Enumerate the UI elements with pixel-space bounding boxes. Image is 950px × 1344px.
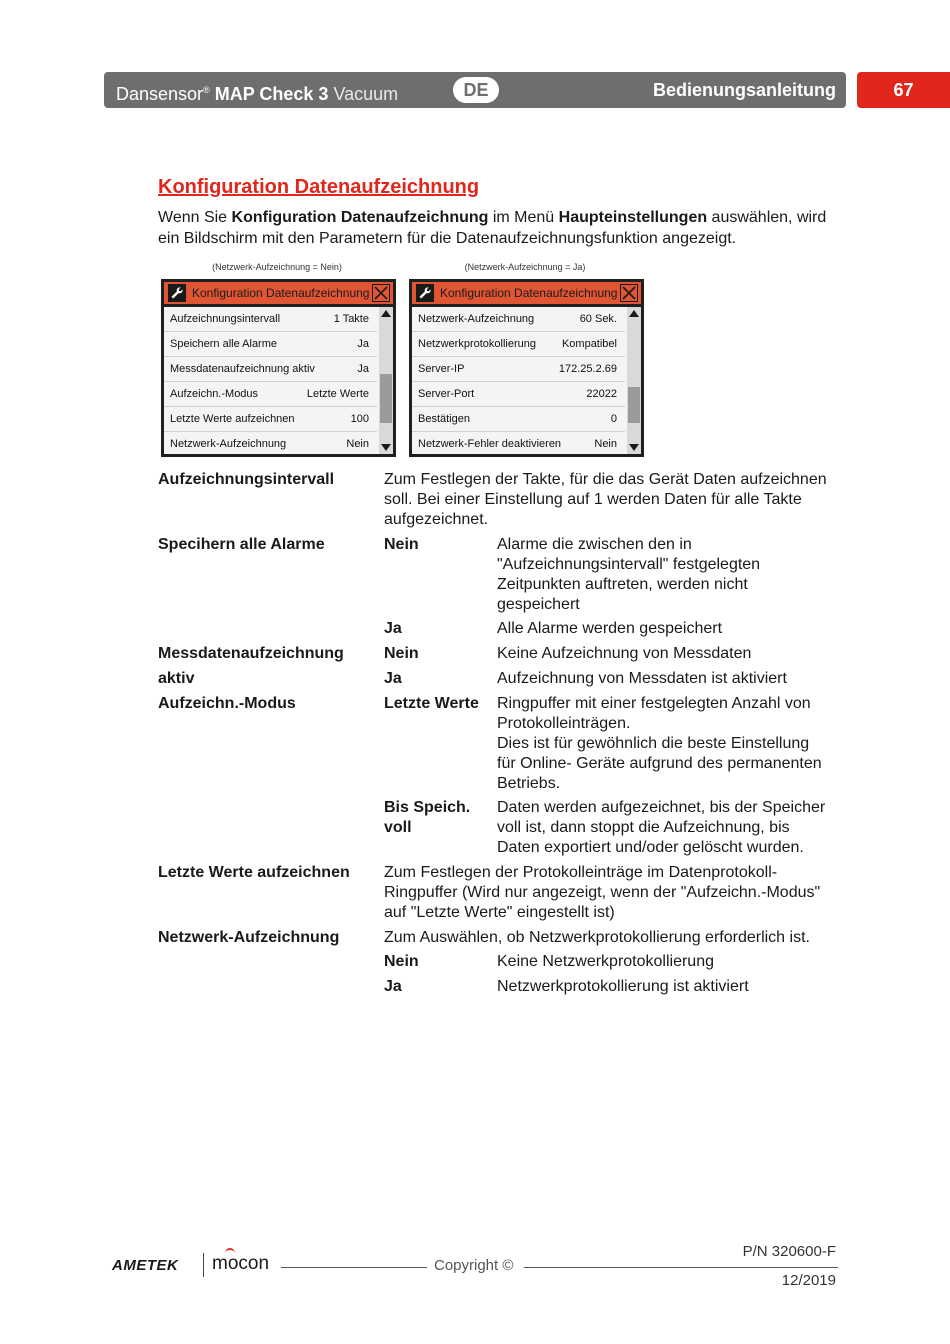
desc-meas-no: Keine Aufzeichnung von Messdaten [497, 645, 752, 662]
row-label: Aufzeichn.-Modus [170, 388, 259, 400]
option-network-yes: Ja [384, 978, 402, 995]
scroll-down-arrow-icon[interactable] [381, 444, 391, 451]
intro-paragraph: Wenn Sie Konfiguration Datenaufzeichnung im Menü Haupteinstellungen auswählen, wird ein Bildschirm mit den Parametern für die Datenaufzeichnungsfunktion angezeigt. [158, 209, 827, 247]
revision-date: 12/2019 [781, 1272, 836, 1289]
screen-body [412, 307, 641, 454]
row-label: Messdatenaufzeichnung aktiv [170, 363, 315, 375]
row-value: Ja [357, 338, 369, 350]
part-number: P/N 320600-F [742, 1243, 836, 1260]
term-interval: Aufzeichnungsintervall [158, 471, 335, 488]
desc-alarms-no: Alarme die zwischen den in "Aufzeichnungsintervall" festgelegten Zeitpunkten auftreten, werden nicht gespeichert [497, 536, 761, 613]
option-alarms-no: Nein [384, 536, 419, 553]
desc-mode-full: Daten werden aufgezeichnet, bis der Speicher voll ist, dann stoppt die Aufzeichnung, bis Daten exportiert und/oder gelöscht wurden. [497, 799, 826, 856]
mocon-logo: mocon [212, 1253, 269, 1275]
product-name: Dansensor® MAP Check 3 Vacuum [116, 84, 399, 104]
scroll-up-arrow-icon[interactable] [629, 310, 639, 317]
screen-caption-left: (Netzwerk-Aufzeichnung = Nein) [212, 262, 342, 272]
screen-title-bar [412, 282, 641, 304]
row-value: Letzte Werte [306, 388, 369, 400]
close-icon[interactable] [620, 284, 638, 302]
settings-row[interactable] [164, 407, 377, 432]
option-network-no: Nein [384, 953, 419, 970]
settings-list [164, 307, 377, 454]
screen-title: Konfiguration Datenaufzeichnung [192, 286, 370, 300]
settings-row[interactable] [412, 357, 625, 382]
row-value: 0 [610, 413, 617, 425]
settings-row[interactable] [412, 382, 625, 407]
row-label: Letzte Werte aufzeichnen [170, 413, 295, 425]
desc-last-values: Zum Festlegen der Protokolleinträge im Datenprotokoll- Ringpuffer (Wird nur angezeigt, wenn der "Aufzeichn.-Modus" auf "Letzte Werte" eingestellt ist) [384, 864, 821, 921]
settings-row[interactable] [412, 407, 625, 432]
desc-meas-yes: Aufzeichnung von Messdaten ist aktiviert [497, 670, 787, 687]
desc-network: Zum Auswählen, ob Netzwerkprotokollierung erforderlich ist. [384, 929, 810, 946]
document-title: Bedienungsanleitung [652, 80, 836, 100]
footer-rule-left [281, 1267, 427, 1268]
settings-row[interactable] [164, 332, 377, 357]
row-label: Server-IP [418, 363, 465, 375]
screen-caption-right: (Netzwerk-Aufzeichnung = Ja) [464, 262, 586, 272]
row-value: 100 [350, 413, 369, 425]
option-meas-no: Nein [384, 645, 419, 662]
row-value: 22022 [586, 388, 617, 400]
settings-row[interactable] [164, 382, 377, 407]
row-label: Netzwerk-Aufzeichnung [170, 438, 287, 450]
scroll-down-arrow-icon[interactable] [629, 444, 639, 451]
term-network: Netzwerk-Aufzeichnung [158, 929, 340, 946]
option-alarms-yes: Ja [384, 620, 402, 637]
row-label: Speichern alle Alarme [170, 338, 278, 350]
settings-row[interactable] [412, 307, 625, 332]
screen-title: Konfiguration Datenaufzeichnung [440, 286, 618, 300]
row-value: Nein [346, 438, 369, 450]
ametek-logo: AMETEK [112, 1257, 179, 1274]
row-value: 60 Sek. [579, 313, 617, 325]
desc-mode-last: Ringpuffer mit einer festgelegten Anzahl von Protokolleinträgen. Dies ist für gewöhnlich die beste Einstellung für Online- Geräte aufgrund des permanenten Betriebs. [497, 695, 822, 792]
settings-row[interactable] [164, 432, 377, 457]
settings-row[interactable] [164, 307, 377, 332]
row-label: Netzwerkprotokollierung [418, 338, 536, 350]
close-icon[interactable] [372, 284, 390, 302]
settings-row[interactable] [164, 357, 377, 382]
term-measurement: Messdatenaufzeichnung aktiv [158, 645, 344, 687]
row-label: Netzwerk-Fehler deaktivieren [418, 438, 562, 450]
header-bar [104, 72, 846, 108]
scroll-thumb[interactable] [628, 387, 640, 423]
option-meas-yes: Ja [384, 670, 402, 687]
row-label: Server-Port [418, 388, 475, 400]
device-screen-right [409, 279, 644, 457]
page-number: 67 [857, 72, 950, 108]
option-mode-last: Letzte Werte [384, 695, 479, 712]
row-label: Aufzeichnungsintervall [170, 313, 281, 325]
option-mode-full: Bis Speich. voll [384, 799, 471, 836]
footer-rule-right [524, 1267, 838, 1268]
row-value: 172.25.2.69 [558, 363, 617, 375]
row-value: 1 Takte [333, 313, 369, 325]
settings-list [412, 307, 625, 454]
row-value: Ja [357, 363, 369, 375]
wrench-icon [416, 284, 434, 302]
scroll-thumb[interactable] [380, 374, 392, 422]
scroll-up-arrow-icon[interactable] [381, 310, 391, 317]
language-badge: DE [453, 77, 499, 103]
mocon-arc-icon [225, 1248, 235, 1253]
row-value: Kompatibel [561, 338, 617, 350]
row-label: Netzwerk-Aufzeichnung [418, 313, 535, 325]
scrollbar[interactable] [627, 307, 641, 454]
section-title: Konfiguration Datenaufzeichnung [158, 176, 480, 198]
settings-row[interactable] [412, 332, 625, 357]
desc-alarms-yes: Alle Alarme werden gespeichert [497, 620, 723, 637]
desc-network-no: Keine Netzwerkprotokollierung [497, 953, 714, 970]
wrench-icon [168, 284, 186, 302]
term-mode: Aufzeichn.-Modus [158, 695, 296, 712]
copyright: Copyright © [434, 1257, 514, 1274]
settings-row[interactable] [412, 432, 625, 457]
term-alarms: Specihern alle Alarme [158, 536, 325, 553]
term-last-values: Letzte Werte aufzeichnen [158, 864, 350, 881]
desc-interval: Zum Festlegen der Takte, für die das Gerät Daten aufzeichnen soll. Bei einer Einstellung auf 1 werden Daten für alle Takte aufgezeichnet. [384, 471, 827, 528]
screen-body [164, 307, 393, 454]
screen-title-bar [164, 282, 393, 304]
logo-divider [203, 1253, 204, 1277]
scrollbar[interactable] [379, 307, 393, 454]
row-value: Nein [594, 438, 617, 450]
desc-network-yes: Netzwerkprotokollierung ist aktiviert [497, 978, 749, 995]
device-screen-left [161, 279, 396, 457]
row-label: Bestätigen [418, 413, 470, 425]
